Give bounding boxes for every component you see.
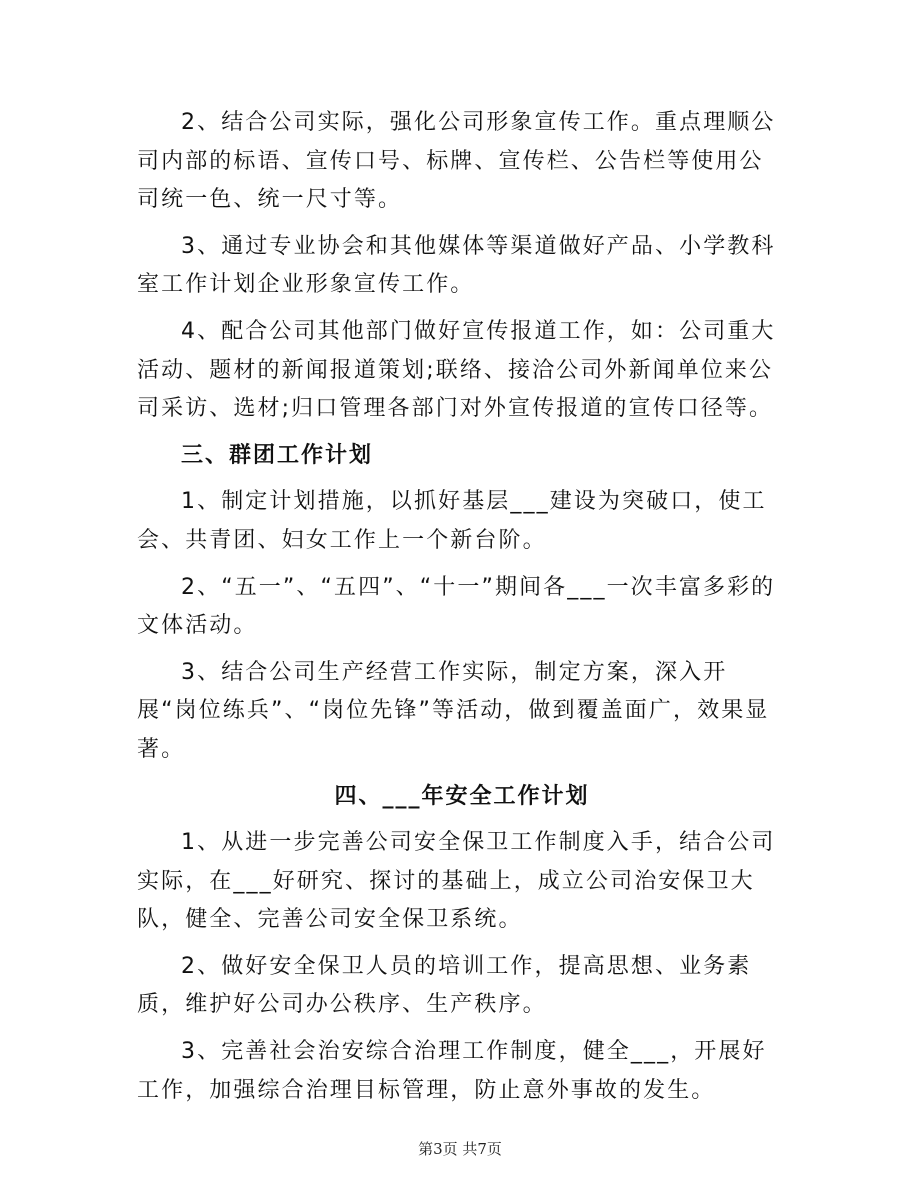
paragraph-safety-item-2: 2、做好安全保卫人员的培训工作，提高思想、业务素质，维护好公司办公秩序、生产秩序。	[137, 953, 752, 1018]
paragraph-publicity-item-3: 3、通过专业协会和其他媒体等渠道做好产品、小学教科室工作计划企业形象宣传工作。	[137, 233, 776, 298]
paragraph-publicity-item-4: 4、配合公司其他部门做好宣传报道工作，如：公司重大活动、题材的新闻报道策划;联络、接洽公司外新闻单位来公司采访、选材;归口管理各部门对外宣传报道的宣传口径等。	[137, 318, 776, 422]
section-heading-group-work: 三、群团工作计划	[181, 442, 374, 468]
section-heading-safety-work: 四、___年安全工作计划	[334, 783, 590, 809]
document-body	[137, 104, 787, 1118]
paragraph-group-item-2: 2、“五一”、“五四”、“十一”期间各___一次丰富多彩的文体活动。	[137, 574, 776, 639]
paragraph-publicity-item-2: 2、结合公司实际，强化公司形象宣传工作。重点理顺公司内部的标语、宣传口号、标牌、宣传栏、公告栏等使用公司统一色、统一尺寸等。	[137, 110, 776, 213]
paragraph-group-item-3: 3、结合公司生产经营工作实际，制定方案，深入开展“岗位练兵”、“岗位先锋”等活动，做到覆盖面广，效果显著。	[137, 659, 770, 762]
paragraph-safety-item-3: 3、完善社会治安综合治理工作制度，健全___，开展好工作，加强综合治理目标管理，防止意外事故的发生。	[137, 1039, 767, 1103]
paragraph-safety-item-1: 1、从进一步完善公司安全保卫工作制度入手，结合公司实际，在___好研究、探讨的基础上，成立公司治安保卫大队，健全、完善公司安全保卫系统。	[137, 830, 776, 933]
page-number-footer: 第3页 共7页	[418, 1140, 502, 1158]
paragraph-group-item-1: 1、制定计划措施，以抓好基层___建设为突破口，使工会、共青团、妇女工作上一个新台阶。	[137, 489, 767, 553]
